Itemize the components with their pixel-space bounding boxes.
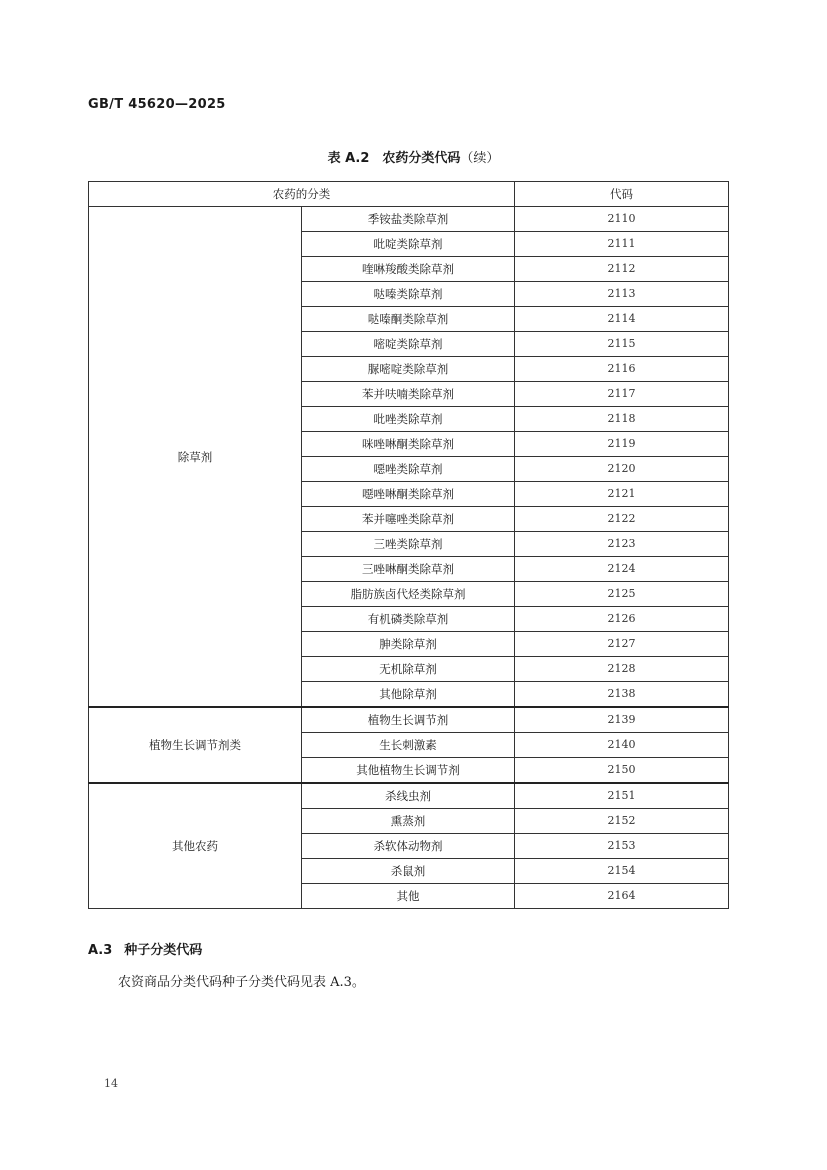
subcategory-cell: 有机磷类除草剂 [302, 607, 515, 632]
category-cell: 其他农药 [89, 783, 302, 909]
subcategory-cell: 咪唑啉酮类除草剂 [302, 432, 515, 457]
subcategory-cell: 噁唑啉酮类除草剂 [302, 482, 515, 507]
subcategory-cell: 嘧啶类除草剂 [302, 332, 515, 357]
subcategory-cell: 三唑类除草剂 [302, 532, 515, 557]
code-cell: 2127 [515, 632, 729, 657]
code-cell: 2126 [515, 607, 729, 632]
code-cell: 2125 [515, 582, 729, 607]
table-row [89, 707, 729, 733]
subcategory-cell: 无机除草剂 [302, 657, 515, 682]
code-cell: 2114 [515, 307, 729, 332]
code-cell: 2138 [515, 682, 729, 708]
code-cell: 2164 [515, 884, 729, 909]
subcategory-cell: 杀软体动物剂 [302, 834, 515, 859]
code-cell: 2122 [515, 507, 729, 532]
table-row [89, 207, 729, 232]
code-cell: 2119 [515, 432, 729, 457]
subcategory-cell: 胂类除草剂 [302, 632, 515, 657]
section-number: A.3 [88, 943, 113, 958]
subcategory-cell: 哒嗪酮类除草剂 [302, 307, 515, 332]
standard-code: GB/T 45620—2025 [88, 97, 226, 112]
code-cell: 2115 [515, 332, 729, 357]
table-body [89, 207, 729, 909]
header-code: 代码 [515, 182, 729, 207]
subcategory-cell: 喹啉羧酸类除草剂 [302, 257, 515, 282]
subcategory-cell: 苯并噻唑类除草剂 [302, 507, 515, 532]
subcategory-cell: 杀线虫剂 [302, 783, 515, 809]
subcategory-cell: 熏蒸剂 [302, 809, 515, 834]
code-cell: 2121 [515, 482, 729, 507]
subcategory-cell: 植物生长调节剂 [302, 707, 515, 733]
code-cell: 2112 [515, 257, 729, 282]
subcategory-cell: 季铵盐类除草剂 [302, 207, 515, 232]
code-cell: 2154 [515, 859, 729, 884]
subcategory-cell: 三唑啉酮类除草剂 [302, 557, 515, 582]
subcategory-cell: 脂肪族卤代烃类除草剂 [302, 582, 515, 607]
page-number: 14 [104, 1077, 118, 1090]
table-row [89, 783, 729, 809]
code-cell: 2152 [515, 809, 729, 834]
code-cell: 2124 [515, 557, 729, 582]
section-heading [88, 939, 202, 958]
code-cell: 2111 [515, 232, 729, 257]
code-cell: 2151 [515, 783, 729, 809]
code-cell: 2140 [515, 733, 729, 758]
code-cell: 2153 [515, 834, 729, 859]
code-cell: 2113 [515, 282, 729, 307]
code-cell: 2110 [515, 207, 729, 232]
table-title-suffix: （续） [460, 151, 500, 166]
subcategory-cell: 杀鼠剂 [302, 859, 515, 884]
code-cell: 2128 [515, 657, 729, 682]
code-cell: 2117 [515, 382, 729, 407]
section-title: 种子分类代码 [124, 943, 203, 958]
subcategory-cell: 其他植物生长调节剂 [302, 758, 515, 784]
code-cell: 2139 [515, 707, 729, 733]
code-cell: 2118 [515, 407, 729, 432]
code-cell: 2150 [515, 758, 729, 784]
code-cell: 2120 [515, 457, 729, 482]
subcategory-cell: 哒嗪类除草剂 [302, 282, 515, 307]
table-header-row [89, 182, 729, 207]
header-category: 农药的分类 [89, 182, 515, 207]
table-title [0, 147, 827, 166]
category-cell: 植物生长调节剂类 [89, 707, 302, 783]
code-cell: 2123 [515, 532, 729, 557]
subcategory-cell: 脲嘧啶类除草剂 [302, 357, 515, 382]
subcategory-cell: 吡唑类除草剂 [302, 407, 515, 432]
subcategory-cell: 吡啶类除草剂 [302, 232, 515, 257]
table-title-main: 表 A.2 农药分类代码 [327, 151, 461, 166]
subcategory-cell: 生长刺激素 [302, 733, 515, 758]
section-paragraph: 农资商品分类代码种子分类代码见表 A.3。 [118, 975, 365, 990]
subcategory-cell: 其他除草剂 [302, 682, 515, 708]
category-cell: 除草剂 [89, 207, 302, 708]
subcategory-cell: 苯并呋喃类除草剂 [302, 382, 515, 407]
code-cell: 2116 [515, 357, 729, 382]
subcategory-cell: 噁唑类除草剂 [302, 457, 515, 482]
pesticide-code-table [88, 181, 729, 909]
subcategory-cell: 其他 [302, 884, 515, 909]
